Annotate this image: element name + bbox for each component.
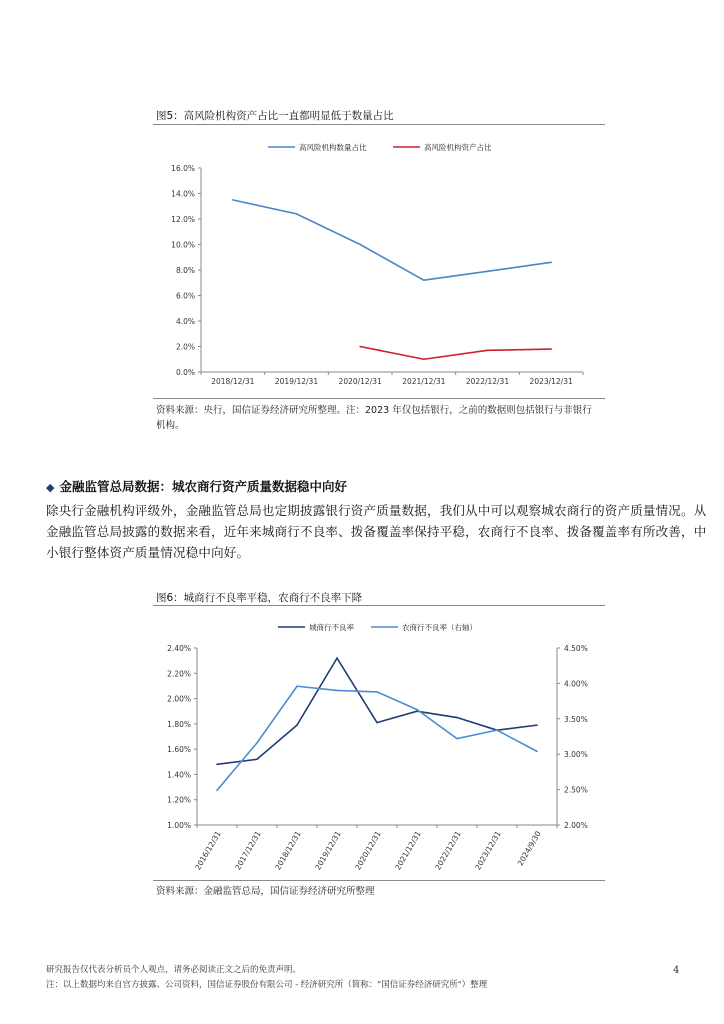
y-left-tick-label: 1.40% — [167, 770, 191, 780]
x-tick-label: 2018/12/31 — [273, 829, 303, 872]
data-point — [296, 213, 298, 215]
section-paragraph — [46, 500, 716, 563]
data-point — [487, 350, 489, 352]
figure5-source-line-2: 机构。 — [156, 420, 185, 431]
data-point — [256, 742, 258, 744]
y-right-tick-label: 2.00% — [564, 821, 588, 830]
data-point — [296, 724, 298, 726]
y-tick-label: 16.0% — [171, 164, 195, 173]
x-tick-label: 2019/12/31 — [274, 377, 319, 386]
paragraph-line-1: 除央行金融机构评级外，金融监管总局也定期披露银行资产质量数据，我们从中可以观察城农商行的资产质量情况。从 — [46, 503, 707, 518]
data-point — [423, 279, 425, 281]
data-point — [216, 790, 218, 792]
x-tick-label: 2022/12/31 — [465, 377, 510, 386]
figure6-title: 图6：城商行不良率平稳，农商行不良率下降 — [156, 592, 363, 604]
series-line-2 — [217, 686, 537, 790]
series-line-1 — [233, 200, 551, 280]
data-point — [456, 738, 458, 740]
y-tick-label: 2.0% — [175, 342, 195, 352]
data-point — [296, 685, 298, 687]
y-tick-label: 6.0% — [175, 291, 195, 301]
y-tick-label: 10.0% — [171, 240, 195, 250]
x-tick-label: 2021/12/31 — [393, 829, 423, 872]
paragraph-line-3: 小银行整体资产质量情况稳中向好。 — [46, 545, 250, 560]
data-point — [550, 348, 552, 350]
y-left-tick-label: 1.60% — [167, 745, 191, 755]
data-point — [416, 709, 418, 711]
figure5-top-rule — [153, 124, 605, 125]
data-point — [376, 722, 378, 724]
x-tick-label: 2020/12/31 — [353, 829, 383, 872]
x-tick-label: 2019/12/31 — [313, 829, 343, 872]
y-right-tick-label: 3.50% — [564, 714, 588, 724]
x-tick-label: 2021/12/31 — [402, 377, 446, 386]
data-point — [359, 244, 361, 246]
figure5-title: 图5：高风险机构资产占比一直都明显低于数量占比 — [156, 110, 394, 122]
data-point — [496, 729, 498, 731]
y-left-tick-label: 1.80% — [167, 719, 191, 729]
y-tick-label: 8.0% — [175, 266, 195, 275]
data-point — [232, 199, 234, 201]
legend-label-2: 高风险机构资产占比 — [424, 143, 492, 152]
figure6-top-rule — [153, 605, 605, 606]
legend-label-1: 城商行不良率 — [309, 623, 354, 632]
y-left-tick-label: 2.00% — [167, 694, 191, 704]
x-tick-label: 2024/9/30 — [515, 829, 543, 868]
y-left-tick-label: 1.00% — [167, 821, 191, 830]
legend-label-1: 高风险机构数量占比 — [299, 143, 367, 152]
data-point — [216, 764, 218, 766]
series-line-1 — [217, 658, 537, 764]
page-number: 4 — [673, 965, 680, 976]
figure5-bottom-rule — [153, 398, 605, 399]
y-left-tick-label: 1.20% — [167, 795, 191, 805]
x-tick-label: 2020/12/31 — [338, 377, 382, 386]
x-tick-label: 2023/12/31 — [529, 377, 573, 386]
x-tick-label: 2018/12/31 — [211, 377, 255, 386]
x-tick-label: 2022/12/31 — [433, 829, 463, 872]
data-point — [376, 691, 378, 693]
legend-label-2: 农商行不良率（右轴） — [402, 623, 477, 632]
figure6-bottom-rule — [153, 880, 605, 881]
footer-disclaimer: 研究报告仅代表分析员个人观点，请务必阅读正文之后的免责声明。 — [46, 965, 302, 975]
x-tick-label: 2017/12/31 — [233, 829, 263, 872]
y-right-tick-label: 3.00% — [564, 750, 588, 760]
data-point — [336, 657, 338, 659]
data-point — [550, 262, 552, 264]
data-point — [456, 717, 458, 719]
paragraph-line-2: 金融监管总局披露的数据来看，近年来城商行不良率、拨备覆盖率保持平稳，农商行不良率、拨备覆盖率有所改善，中 — [46, 524, 707, 539]
figure6-chart — [153, 610, 605, 878]
y-tick-label: 12.0% — [171, 215, 195, 224]
diamond-bullet-icon: ◆ — [46, 481, 55, 494]
figure5-source-line-1: 资料来源：央行，国信证券经济研究所整理。注：2023 年仅包括银行，之前的数据则包括银行与非银行 — [156, 405, 592, 416]
series-line-2 — [360, 347, 551, 360]
x-tick-label: 2016/12/31 — [193, 829, 223, 872]
figure6-source: 资料来源：金融监管总局，国信证券经济研究所整理 — [156, 886, 375, 897]
y-left-tick-label: 2.20% — [167, 669, 191, 679]
section-heading — [46, 477, 347, 495]
y-right-tick-label: 4.00% — [564, 679, 588, 689]
y-tick-label: 0.0% — [175, 368, 195, 377]
figure5-source — [156, 403, 608, 433]
data-point — [536, 751, 538, 753]
data-point — [423, 358, 425, 360]
section-heading-text: 金融监管总局数据：城农商行资产质量数据稳中向好 — [59, 479, 347, 494]
data-point — [359, 346, 361, 348]
y-right-tick-label: 2.50% — [564, 785, 588, 795]
y-right-tick-label: 4.50% — [564, 644, 588, 653]
y-left-tick-label: 2.40% — [167, 644, 191, 653]
figure5-chart — [153, 130, 605, 395]
data-point — [536, 724, 538, 726]
y-tick-label: 14.0% — [171, 189, 195, 199]
x-tick-label: 2023/12/31 — [473, 829, 503, 872]
y-tick-label: 4.0% — [175, 317, 195, 326]
data-point — [487, 270, 489, 272]
footer-note: 注：以上数据均来自官方披露、公司资料，国信证券股份有限公司 - 经济研究所（简称："国信证券经济研究所"）整理 — [46, 980, 488, 990]
data-point — [336, 690, 338, 692]
data-point — [256, 758, 258, 760]
